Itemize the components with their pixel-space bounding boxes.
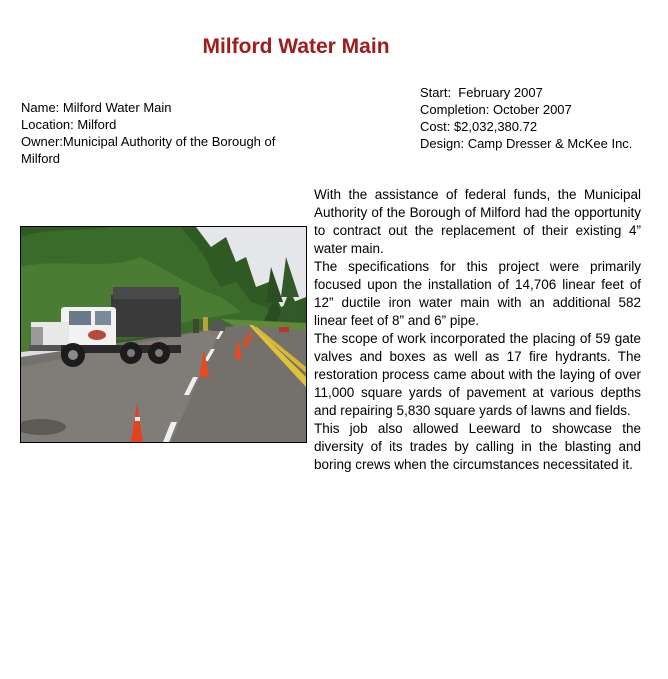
project-info [21,99,281,167]
road-work-photo [21,227,306,442]
paragraph-specifications: The specifications for this project were primarily focused upon the installation of 14,706 linear feet of 12” ductile iron water main with an additional 582 linear feet of 8” and 6” pipe. [314,259,641,328]
paragraph-scope: The scope of work incorporated the placing of 59 gate valves and boxes as well as 17 fire hydrants. The restoration process came about with the laying of over 11,000 square yards of pavement at various depths and repairing 5,830 square yards of lawns and fields. [314,331,641,418]
paragraph-trades: This job also allowed Leeward to showcase the diversity of its trades by calling in the blasting and boring crews when the circumstances necessitated it. [314,421,641,472]
project-name: Name: Milford Water Main [21,100,172,115]
project-location: Location: Milford [21,117,117,132]
project-cost: Cost: $2,032,380.72 [420,119,538,134]
design-firm: Design: Camp Dresser & McKee Inc. [420,136,633,151]
project-owner: Owner:Municipal Authority of the Borough of Milford [21,134,276,166]
paragraph-funding: With the assistance of federal funds, the Municipal Authority of the Borough of Milford had the opportunity to contract out the replacement of their existing 4” water main. [314,187,641,256]
completion-date: Completion: October 2007 [420,102,572,117]
page-title: Milford Water Main [202,35,390,58]
start-date: Start: February 2007 [420,85,543,100]
project-description [314,186,641,474]
project-schedule [420,84,660,152]
project-photo [20,226,307,443]
